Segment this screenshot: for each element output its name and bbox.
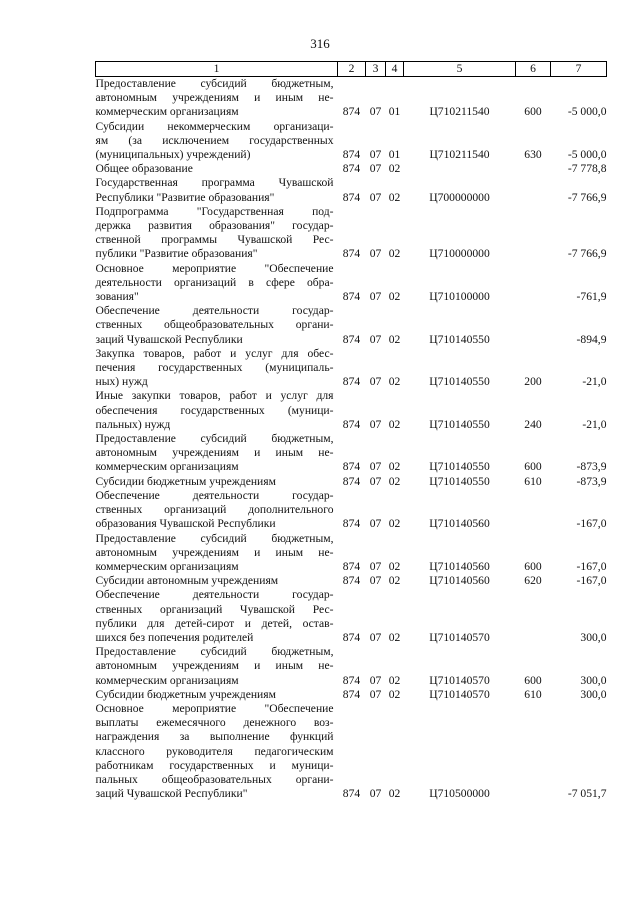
row-name-line: работникам государственных и муници- <box>95 758 334 772</box>
row-amount: -873,9 <box>576 460 607 474</box>
row-target-article: Ц710100000 <box>429 290 490 304</box>
row-subsection: 02 <box>388 673 401 687</box>
row-subsection: 02 <box>388 559 401 573</box>
row-name-line: Предоставление субсидий бюджетным, <box>95 77 334 90</box>
row-section: 07 <box>369 290 382 304</box>
row-name-line: выплаты ежемесячного денежного воз- <box>95 716 334 730</box>
table-row <box>96 262 607 305</box>
row-expense-type: 610 <box>524 474 542 488</box>
row-name <box>96 475 338 489</box>
row-name-line: Иные закупки товаров, работ и услуг для <box>95 389 334 403</box>
row-name <box>96 574 338 588</box>
row-name <box>96 688 338 702</box>
row-expense-type <box>516 304 551 347</box>
row-ministry-code: 874 <box>342 417 361 431</box>
row-name-line: зования" <box>95 290 139 304</box>
row-subsection: 02 <box>388 417 401 431</box>
row-name-line: коммерческим организациям <box>95 105 239 119</box>
table-row <box>96 304 607 347</box>
row-section: 07 <box>369 460 382 474</box>
row-subsection: 02 <box>388 460 401 474</box>
row-expense-type <box>516 205 551 262</box>
row-expense-type: 620 <box>524 574 542 588</box>
row-expense-type: 200 <box>524 375 542 389</box>
row-name-line: Общее образование <box>95 162 193 176</box>
table-row <box>96 432 607 475</box>
row-name-line: ственных организаций Чувашской Рес- <box>95 602 334 616</box>
row-expense-type <box>516 588 551 645</box>
row-amount: -7 778,8 <box>567 162 607 176</box>
row-expense-type <box>516 162 551 176</box>
header-col-2: 2 <box>338 62 366 77</box>
row-target-article: Ц710500000 <box>429 787 490 801</box>
row-name-line: заций Чувашской Республики <box>95 332 243 346</box>
row-name-line: Закупка товаров, работ и услуг для обес- <box>95 346 334 360</box>
row-amount: -894,9 <box>576 332 607 346</box>
row-subsection: 02 <box>388 474 401 488</box>
table-row <box>96 77 607 120</box>
row-target-article: Ц710140570 <box>429 630 490 644</box>
table-row <box>96 162 607 176</box>
row-ministry-code: 874 <box>342 247 361 261</box>
row-name-line: автономным учреждениям и иным не- <box>95 91 334 105</box>
row-name <box>96 489 338 532</box>
header-col-3: 3 <box>366 62 386 77</box>
row-name-line: пальных общеобразовательных органи- <box>95 772 334 786</box>
row-ministry-code: 874 <box>342 105 361 119</box>
row-name-line: публики для детей-сирот и детей, остав- <box>95 616 334 630</box>
row-subsection: 02 <box>388 787 401 801</box>
row-expense-type <box>516 262 551 305</box>
row-target-article: Ц710140560 <box>429 559 490 573</box>
header-col-5: 5 <box>404 62 516 77</box>
table-row <box>96 645 607 688</box>
row-name-line: коммерческим организациям <box>95 460 239 474</box>
table-row <box>96 475 607 489</box>
row-name-line: Предоставление субсидий бюджетным, <box>95 531 334 545</box>
row-name-line: коммерческим организациям <box>95 559 239 573</box>
row-amount: -7 051,7 <box>567 787 607 801</box>
row-name-line: автономным учреждениям и иным не- <box>95 446 334 460</box>
row-name <box>96 120 338 163</box>
row-name <box>96 389 338 432</box>
row-target-article: Ц700000000 <box>429 190 490 204</box>
row-name <box>96 77 338 120</box>
row-expense-type: 600 <box>524 460 542 474</box>
row-name-line: деятельности организаций в сфере обра- <box>95 275 334 289</box>
row-ministry-code: 874 <box>342 673 361 687</box>
table-row <box>96 205 607 262</box>
row-name-line: ям (за исключением государственных <box>95 133 334 147</box>
row-name-line: классного руководителя педагогическим <box>95 744 334 758</box>
row-name-line: Субсидии бюджетным учреждениям <box>95 474 276 488</box>
row-amount: 300,0 <box>580 630 607 644</box>
row-section: 07 <box>369 417 382 431</box>
budget-table <box>95 61 607 801</box>
row-ministry-code: 874 <box>342 375 361 389</box>
row-ministry-code: 874 <box>342 574 361 588</box>
row-section: 07 <box>369 673 382 687</box>
row-section: 07 <box>369 375 382 389</box>
row-name-line: Обеспечение деятельности государ- <box>95 304 334 318</box>
row-name-line: Обеспечение деятельности государ- <box>95 588 334 602</box>
table-row <box>96 489 607 532</box>
row-ministry-code: 874 <box>342 162 361 176</box>
row-amount: -5 000,0 <box>567 105 607 119</box>
row-name-line: Государственная программа Чувашской <box>95 176 334 190</box>
row-name-line: ных) нужд <box>95 375 148 389</box>
row-target-article: Ц710140550 <box>429 474 490 488</box>
row-amount: -21,0 <box>582 417 607 431</box>
row-name-line: Субсидии некоммерческим организаци- <box>95 119 334 133</box>
row-subsection: 02 <box>388 290 401 304</box>
header-col-6: 6 <box>516 62 551 77</box>
table-row <box>96 702 607 801</box>
row-name-line: образования Чувашской Республики <box>95 517 276 531</box>
row-target-article: Ц710140570 <box>429 673 490 687</box>
row-section: 07 <box>369 630 382 644</box>
row-target-article: Ц710211540 <box>429 105 490 119</box>
row-ministry-code: 874 <box>342 474 361 488</box>
row-name <box>96 304 338 347</box>
row-amount: 300,0 <box>580 673 607 687</box>
row-amount: -167,0 <box>576 574 607 588</box>
row-ministry-code: 874 <box>342 148 361 162</box>
row-name-line: ственных общеобразовательных органи- <box>95 318 334 332</box>
row-subsection: 02 <box>388 630 401 644</box>
row-expense-type: 610 <box>524 687 542 701</box>
row-target-article: Ц710211540 <box>429 148 490 162</box>
row-name-line: печения государственных (муниципаль- <box>95 361 334 375</box>
row-expense-type: 630 <box>524 148 542 162</box>
row-name-line: ственной программы Чувашской Рес- <box>95 233 334 247</box>
table-row <box>96 574 607 588</box>
row-ministry-code: 874 <box>342 787 361 801</box>
row-amount: -167,0 <box>576 559 607 573</box>
row-subsection: 01 <box>388 148 401 162</box>
row-ministry-code: 874 <box>342 687 361 701</box>
header-col-1: 1 <box>96 62 338 77</box>
row-name-line: обеспечения государственных (муници- <box>95 403 334 417</box>
header-col-4: 4 <box>386 62 404 77</box>
row-subsection: 02 <box>388 162 401 176</box>
row-name <box>96 162 338 176</box>
row-target-article: Ц710140550 <box>429 332 490 346</box>
table-row <box>96 347 607 390</box>
row-target-article: Ц710140570 <box>429 687 490 701</box>
row-name <box>96 588 338 645</box>
row-subsection: 02 <box>388 375 401 389</box>
row-name <box>96 432 338 475</box>
table-row <box>96 120 607 163</box>
row-section: 07 <box>369 190 382 204</box>
row-name <box>96 532 338 575</box>
row-section: 07 <box>369 247 382 261</box>
row-name-line: Республики "Развитие образования" <box>95 190 275 204</box>
row-section: 07 <box>369 332 382 346</box>
header-col-7: 7 <box>551 62 607 77</box>
row-name <box>96 176 338 204</box>
row-amount: -167,0 <box>576 517 607 531</box>
row-name-line: заций Чувашской Республики" <box>95 787 248 801</box>
row-name-line: коммерческим организациям <box>95 673 239 687</box>
table-row <box>96 688 607 702</box>
row-amount: -7 766,9 <box>567 247 607 261</box>
row-name <box>96 645 338 688</box>
row-subsection: 02 <box>388 332 401 346</box>
row-section: 07 <box>369 574 382 588</box>
row-name-line: шихся без попечения родителей <box>95 630 254 644</box>
row-name-line: Субсидии автономным учреждениям <box>95 574 279 588</box>
row-subsection: 02 <box>388 247 401 261</box>
row-name-line: Обеспечение деятельности государ- <box>95 488 334 502</box>
row-name-line: держка развития образования" государ- <box>95 219 334 233</box>
row-name <box>96 205 338 262</box>
row-name-line: Основное мероприятие "Обеспечение <box>95 701 334 715</box>
row-name-line: награждения за выполнение функций <box>95 730 334 744</box>
row-ministry-code: 874 <box>342 460 361 474</box>
row-section: 07 <box>369 517 382 531</box>
row-expense-type <box>516 176 551 204</box>
row-target-article: Ц710000000 <box>429 247 490 261</box>
row-expense-type: 600 <box>524 559 542 573</box>
row-expense-type: 240 <box>524 417 542 431</box>
row-ministry-code: 874 <box>342 630 361 644</box>
row-name <box>96 347 338 390</box>
row-name-line: (муниципальных) учреждений) <box>95 148 251 162</box>
row-name-line: Субсидии бюджетным учреждениям <box>95 687 276 701</box>
row-expense-type: 600 <box>524 105 542 119</box>
row-amount: -5 000,0 <box>567 148 607 162</box>
row-ministry-code: 874 <box>342 559 361 573</box>
row-subsection: 02 <box>388 687 401 701</box>
row-ministry-code: 874 <box>342 332 361 346</box>
row-subsection: 02 <box>388 574 401 588</box>
row-subsection: 01 <box>388 105 401 119</box>
row-name-line: Предоставление субсидий бюджетным, <box>95 432 334 446</box>
table-row <box>96 389 607 432</box>
row-name <box>96 702 338 801</box>
table-row <box>96 588 607 645</box>
row-name <box>96 262 338 305</box>
row-section: 07 <box>369 787 382 801</box>
row-name-line: Основное мероприятие "Обеспечение <box>95 261 334 275</box>
row-target-article: Ц710140550 <box>429 375 490 389</box>
row-amount: -761,9 <box>576 290 607 304</box>
row-expense-type <box>516 489 551 532</box>
row-section: 07 <box>369 162 382 176</box>
row-name-line: ственных организаций дополнительного <box>95 503 334 517</box>
row-ministry-code: 874 <box>342 517 361 531</box>
row-subsection: 02 <box>388 517 401 531</box>
row-target-article <box>404 162 516 176</box>
row-section: 07 <box>369 105 382 119</box>
row-name-line: пальных) нужд <box>95 417 171 431</box>
row-section: 07 <box>369 687 382 701</box>
row-name-line: автономным учреждениям и иным не- <box>95 545 334 559</box>
row-amount: 300,0 <box>580 687 607 701</box>
row-amount: -7 766,9 <box>567 190 607 204</box>
row-target-article: Ц710140550 <box>429 460 490 474</box>
table-row <box>96 532 607 575</box>
row-amount: -21,0 <box>582 375 607 389</box>
page-number: 316 <box>310 36 330 51</box>
table-header-row <box>96 62 607 77</box>
row-ministry-code: 874 <box>342 190 361 204</box>
row-target-article: Ц710140560 <box>429 517 490 531</box>
row-section: 07 <box>369 148 382 162</box>
row-name-line: публики "Развитие образования" <box>95 247 258 261</box>
row-target-article: Ц710140560 <box>429 574 490 588</box>
row-amount: -873,9 <box>576 474 607 488</box>
row-section: 07 <box>369 559 382 573</box>
row-subsection: 02 <box>388 190 401 204</box>
row-name-line: Предоставление субсидий бюджетным, <box>95 645 334 659</box>
row-expense-type: 600 <box>524 673 542 687</box>
row-expense-type <box>516 702 551 801</box>
row-section: 07 <box>369 474 382 488</box>
row-ministry-code: 874 <box>342 290 361 304</box>
table-row <box>96 176 607 204</box>
row-name-line: автономным учреждениям и иным не- <box>95 659 334 673</box>
row-name-line: Подпрограмма "Государственная под- <box>95 204 334 218</box>
row-target-article: Ц710140550 <box>429 417 490 431</box>
